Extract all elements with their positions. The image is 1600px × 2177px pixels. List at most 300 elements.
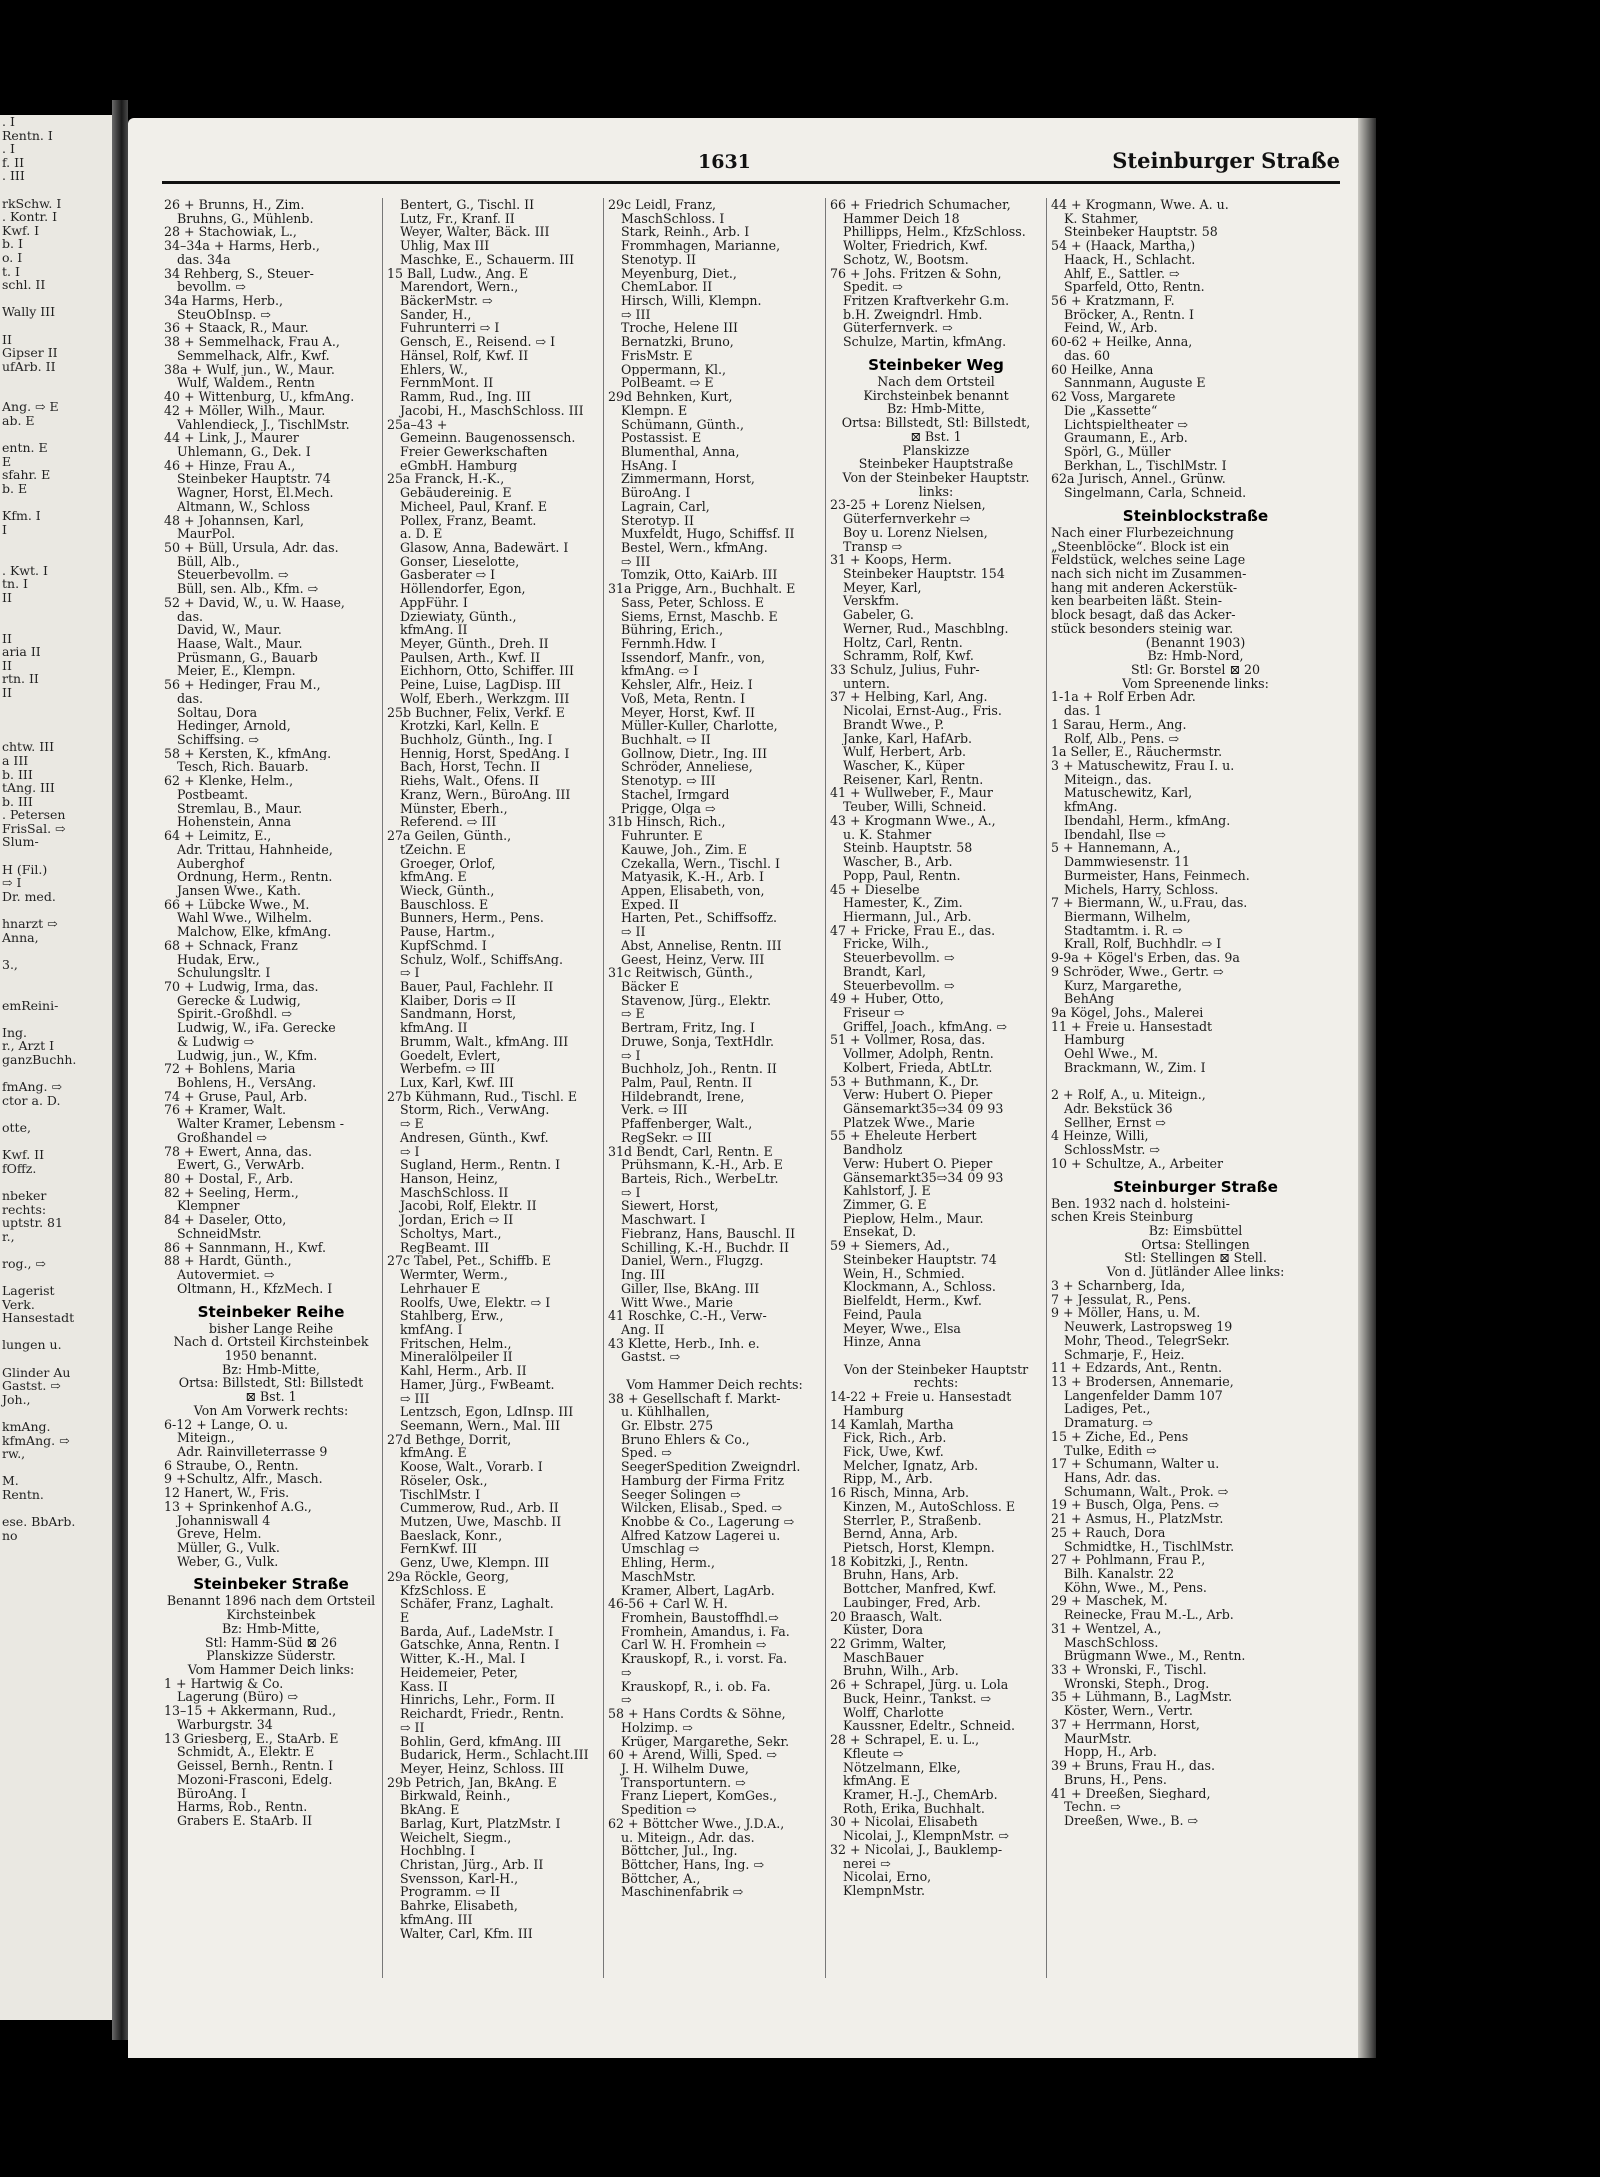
entry-continuation: Platzek Wwe., Marie: [843, 1115, 975, 1130]
fragment-line: [0, 183, 112, 197]
entry-continuation: Geest, Heinz, Verw. III: [621, 952, 765, 967]
fragment-line: . Petersen: [2, 807, 66, 823]
entry-continuation: Klempn. E: [621, 403, 688, 418]
entry-continuation: Haack, H., Schlacht.: [1064, 252, 1196, 267]
fragment-line: [0, 1107, 112, 1121]
entry-continuation: Postassist. E: [621, 431, 702, 445]
fragment-line: rtn. II: [2, 671, 39, 687]
entry-continuation: Hinrichs, Lehr., Form. II: [400, 1693, 555, 1708]
entry-continuation: Daniel, Wern., Flugzg.: [621, 1254, 764, 1269]
fragment-line: [0, 1270, 112, 1284]
address-entry: hang mit anderen Ackerstük-: [1051, 580, 1238, 595]
entry-continuation: Franz Liepert, KomGes.,: [621, 1789, 778, 1804]
entry-continuation: Stark, Reinh., Arb. I: [621, 225, 750, 240]
fragment-line: [0, 319, 112, 333]
entry-continuation: Haase, Walt., Maur.: [177, 637, 303, 651]
entry-continuation: Meyer, Wwe., Elsa: [843, 1321, 961, 1336]
entry-continuation: Brügmann Wwe., M., Rentn.: [1064, 1649, 1246, 1664]
entry-continuation: Pietsch, Horst, Klempn.: [843, 1541, 995, 1555]
street-note: bisher Lange Reihe: [208, 1321, 334, 1336]
address-entry: 5 + Hannemann, A.,: [1051, 841, 1181, 856]
entry-continuation: Hennig, Horst, SpedAng. I: [400, 746, 570, 761]
entry-continuation: Reichardt, Friedr., Rentn.: [400, 1707, 564, 1721]
fragment-line: FrisSal. ⇨: [2, 820, 66, 836]
entry-continuation: Bruhn, Wilh., Arb.: [843, 1664, 959, 1679]
entry-continuation: Verw: Hubert O. Pieper: [843, 1088, 993, 1102]
fragment-line: b. I: [2, 236, 23, 252]
entry-continuation: Ahlf, E., Sattler. ⇨: [1064, 266, 1180, 281]
street-note: Vom Hammer Deich rechts:: [626, 1377, 803, 1392]
entry-continuation: Hildebrandt, Irene,: [621, 1089, 745, 1104]
address-entry: 72 + Bohlens, Maria: [164, 1062, 296, 1076]
entry-continuation: Klaiber, Doris ⇨ II: [400, 993, 516, 1008]
entry-continuation: BehAng: [1064, 992, 1115, 1006]
address-entry: 76 + Johs. Fritzen & Sohn,: [830, 266, 1002, 281]
entry-continuation: Schulungsltr. I: [177, 966, 271, 980]
entry-continuation: Scholtys, Mart.,: [400, 1226, 502, 1241]
entry-continuation: Witter, K.-H., Mal. I: [400, 1652, 526, 1666]
entry-continuation: Brackmann, W., Zim. I: [1064, 1060, 1206, 1075]
entry-continuation: Techn. ⇨: [1064, 1800, 1121, 1814]
entry-continuation: Köster, Wern., Vertr.: [1064, 1704, 1193, 1718]
entry-continuation: Schilling, K.-H., Buchdr. II: [621, 1240, 789, 1255]
fragment-line: r.,: [2, 1228, 15, 1244]
entry-continuation: Wulf, Herbert, Arb.: [843, 745, 967, 760]
fragment-line: [0, 550, 112, 564]
entry-continuation: J. H. Wilhelm Duwe,: [621, 1761, 749, 1776]
entry-continuation: Ehling, Herm.,: [621, 1556, 715, 1570]
entry-continuation: Schümann, Günth.,: [621, 417, 745, 432]
fragment-line: [0, 849, 112, 863]
entry-continuation: Kaussner, Edeltr., Schneid.: [843, 1719, 1016, 1734]
address-entry: 17 + Schumann, Walter u.: [1051, 1457, 1220, 1471]
entry-continuation: Röseler, Osk.,: [400, 1473, 488, 1488]
fragment-line: b. III: [2, 793, 33, 809]
entry-continuation: Höllendorfer, Egon,: [400, 582, 526, 596]
fragment-line: sfahr. E: [2, 467, 51, 483]
address-entry: stück besonders steinig war.: [1051, 621, 1234, 636]
entry-continuation: Buck, Heinr., Tankst. ⇨: [843, 1691, 992, 1706]
entry-continuation: Muxfeldt, Hugo, Schiffsf. II: [621, 527, 795, 541]
entry-continuation: Kurz, Margarethe,: [1064, 978, 1182, 993]
entry-continuation: Walter Kramer, Lebensm -: [177, 1117, 345, 1131]
address-entry: 9 +Schultz, Alfr., Masch.: [164, 1472, 323, 1487]
entry-continuation: Bach, Horst, Techn. II: [400, 760, 541, 775]
entry-continuation: Meyer, Horst, Kwf. II: [621, 705, 756, 720]
entry-continuation: Peine, Luise, LagDisp. III: [400, 678, 561, 692]
entry-continuation: Sterrler, P., Straßenb.: [843, 1513, 982, 1528]
entry-continuation: RegSekr. ⇨ III: [621, 1130, 712, 1145]
address-entry: 84 + Daseler, Otto,: [164, 1213, 287, 1227]
entry-continuation: Paulsen, Arth., Kwf. II: [400, 650, 541, 665]
entry-continuation: Wilcken, Elisab., Sped. ⇨: [621, 1501, 783, 1515]
address-entry: 38a + Wulf, jun., W., Maur.: [164, 362, 335, 377]
fragment-line: hnarzt ⇨: [2, 916, 58, 932]
entry-continuation: Hamburg: [843, 1403, 904, 1418]
fragment-line: entn. E: [2, 440, 48, 456]
entry-continuation: untern.: [843, 676, 890, 691]
fragment-line: II: [2, 684, 12, 700]
entry-continuation: Boy u. Lorenz Nielsen,: [843, 525, 988, 540]
entry-continuation: Transp ⇨: [843, 539, 903, 554]
entry-continuation: Bestel, Wern., kfmAng.: [621, 540, 768, 555]
fragment-line: [0, 496, 112, 510]
fragment-line: I: [2, 521, 7, 537]
entry-continuation: ⇨: [621, 1665, 632, 1680]
entry-continuation: Wronski, Steph., Drog.: [1064, 1676, 1210, 1691]
entry-continuation: Oehl Wwe., M.: [1064, 1047, 1159, 1061]
entry-continuation: Groeger, Orlof,: [400, 856, 496, 871]
entry-continuation: das. 60: [1064, 348, 1111, 363]
address-entry: 38 + Semmelhack, Frau A.,: [164, 335, 340, 349]
fragment-line: [0, 428, 112, 442]
address-entry: 50 + Büll, Ursula, Adr. das.: [164, 540, 339, 555]
address-entry: 64 + Leimitz, E.,: [164, 829, 272, 843]
entry-continuation: Ludwig, W., iFa. Gerecke: [177, 1021, 336, 1035]
address-entry: 9a Kögel, Johs., Malerei: [1051, 1005, 1204, 1020]
fragment-line: [0, 373, 112, 387]
column-1: [160, 198, 382, 1978]
address-entry: 31d Bendt, Carl, Rentn. E: [608, 1144, 773, 1159]
entry-continuation: Matuschewitz, Karl,: [1064, 786, 1193, 801]
entry-continuation: Ehlers, W.,: [400, 362, 469, 377]
entry-continuation: ⇨ I: [621, 1185, 641, 1200]
entry-continuation: MaschSchloss. II: [400, 1185, 509, 1200]
entry-continuation: Goedelt, Evlert,: [400, 1048, 501, 1063]
entry-continuation: Krauskopf, R., i. vorst. Fa.: [621, 1652, 788, 1666]
entry-continuation: Steinbeker Hauptstr. 154: [843, 566, 1005, 581]
entry-continuation: Wolf, Eberh., Werkzgm. III: [400, 691, 570, 706]
fragment-line: Anna,: [2, 929, 39, 945]
entry-continuation: Adr. Bekstück 36: [1064, 1102, 1173, 1116]
entry-continuation: Matyasik, K.-H., Arb. I: [621, 870, 765, 884]
address-entry: 34a Harms, Herb.,: [164, 294, 283, 308]
entry-continuation: Schumann, Walt., Prok. ⇨: [1064, 1484, 1229, 1499]
entry-continuation: Frommhagen, Marianne,: [621, 239, 781, 253]
entry-continuation: Melcher, Ignatz, Arb.: [843, 1458, 979, 1473]
fragment-line: Gipser II: [2, 345, 58, 361]
entry-continuation: Brumm, Walt., kfmAng. III: [400, 1034, 569, 1049]
fragment-line: [0, 1325, 112, 1339]
entry-continuation: Biermann, Wilhelm,: [1064, 909, 1191, 924]
address-entry: 26 + Schrapel, Jürg. u. Lola: [830, 1678, 1009, 1692]
entry-continuation: RegBeamt. III: [400, 1240, 490, 1255]
entry-continuation: nerei ⇨: [843, 1856, 891, 1871]
fragment-line: [0, 1352, 112, 1366]
address-entry: 34 Rehberg, S., Steuer-: [164, 266, 314, 281]
address-entry: 27b Kühmann, Rud., Tischl. E: [387, 1089, 578, 1104]
fragment-line: [0, 700, 112, 714]
entry-continuation: Bertram, Fritz, Ing. I: [621, 1021, 755, 1035]
column-2: [382, 198, 603, 1978]
address-entry: 68 + Schnack, Franz: [164, 938, 298, 953]
address-entry: 13 + Sprinkenhof A.G.,: [164, 1499, 312, 1514]
address-entry: 41 Roschke, C.-H., Verw-: [608, 1309, 767, 1323]
entry-continuation: Schröder, Anneliese,: [621, 760, 753, 775]
entry-continuation: MaurPol.: [177, 527, 236, 541]
entry-continuation: Langenfelder Damm 107: [1064, 1388, 1223, 1403]
address-entry: 1 Sarau, Herm., Ang.: [1051, 717, 1187, 732]
entry-continuation: Dammwiesenstr. 11: [1064, 855, 1190, 869]
address-entry: 4 Heinze, Willi,: [1051, 1129, 1149, 1144]
address-entry: 58 + Hans Cordts & Söhne,: [608, 1707, 786, 1721]
entry-continuation: Bielfeldt, Herm., Kwf.: [843, 1294, 982, 1308]
entry-continuation: Tulke, Edith ⇨: [1064, 1443, 1157, 1458]
entry-continuation: Berkhan, L., TischlMstr. I: [1064, 458, 1227, 473]
fragment-line: [0, 971, 112, 985]
entry-continuation: Alfred Katzow Lagerei u.: [621, 1528, 781, 1543]
address-entry: 28 + Schrapel, E. u. L.,: [830, 1733, 980, 1747]
fragment-line: Ang. ⇨ E: [2, 399, 59, 415]
fragment-line: ctor a. D.: [2, 1092, 61, 1108]
address-entry: 13 + Brodersen, Annemarie,: [1051, 1374, 1234, 1389]
entry-continuation: Holtz, Carl, Rentn.: [843, 635, 963, 650]
entry-continuation: Gr. Elbstr. 275: [621, 1418, 714, 1433]
address-entry: 11 + Edzards, Ant., Rentn.: [1051, 1361, 1223, 1375]
fragment-line: otte,: [2, 1119, 31, 1135]
entry-continuation: Fernmh.Hdw. I: [621, 637, 716, 651]
entry-continuation: AppFühr. I: [400, 595, 468, 610]
entry-continuation: Fricke, Wilh.,: [843, 937, 929, 952]
entry-continuation: Fiebranz, Hans, Bauschl. II: [621, 1226, 796, 1241]
fragment-line: Kwf. II: [2, 1147, 45, 1163]
entry-continuation: Bunners, Herm., Pens.: [400, 911, 544, 926]
entry-continuation: MaschSchloss.: [1064, 1635, 1159, 1650]
entry-continuation: Wein, H., Schmied.: [843, 1266, 965, 1281]
entry-continuation: SteuObInsp. ⇨: [177, 307, 271, 322]
entry-continuation: Tesch, Rich. Bauarb.: [177, 760, 309, 775]
entry-continuation: u. K. Stahmer: [843, 827, 932, 842]
entry-continuation: Dziewiaty, Günth.,: [400, 609, 517, 624]
entry-continuation: Buchhalt. ⇨ II: [621, 733, 711, 747]
address-entry: 30 + Nicolai, Elisabeth: [830, 1815, 978, 1830]
entry-continuation: Stahlberg, Erw.,: [400, 1309, 504, 1323]
entry-continuation: Adr. Rainvilleterrasse 9: [177, 1444, 328, 1459]
street-note: Von der Steinbeker Hauptstr.: [842, 470, 1030, 485]
entry-continuation: Wagner, Horst, El.Mech.: [177, 486, 334, 500]
entry-continuation: Reisener, Karl, Rentn.: [843, 772, 984, 787]
entry-continuation: Miteign., das.: [1064, 772, 1152, 787]
street-note: Bz: Hmb-Nord,: [1147, 649, 1244, 663]
entry-continuation: Ripp, M., Arb.: [843, 1472, 933, 1487]
entry-continuation: Weyer, Walter, Bäck. III: [400, 225, 550, 240]
entry-continuation: Bentert, G., Tischl. II: [400, 198, 535, 212]
entry-continuation: ⇨ E: [400, 1117, 424, 1131]
entry-continuation: Warburgstr. 34: [177, 1717, 273, 1732]
page-edge-shadow: [1358, 118, 1376, 2058]
fragment-line: b. E: [2, 481, 28, 497]
entry-continuation: Spedition ⇨: [621, 1803, 697, 1817]
entry-continuation: Klockmann, A., Schloss.: [843, 1280, 996, 1295]
entry-continuation: Kolbert, Frieda, AbtLtr.: [843, 1060, 993, 1075]
entry-continuation: Dramaturg. ⇨: [1064, 1416, 1153, 1430]
fragment-line: ⇨ I: [2, 875, 22, 891]
entry-continuation: Schmidt, A., Elektr. E: [177, 1745, 315, 1760]
fragment-line: . Kontr. I: [2, 209, 58, 225]
book-gutter: [112, 100, 128, 2040]
address-entry: Feldstück, welches seine Lage: [1051, 553, 1246, 567]
entry-continuation: Greve, Helm.: [177, 1527, 262, 1541]
column-3: [603, 198, 825, 1978]
page-header: [128, 118, 1358, 188]
entry-continuation: Brandt, Karl,: [843, 964, 926, 979]
fragment-line: [0, 713, 112, 727]
street-note: Bz: Hmb-Mitte,: [222, 1621, 320, 1636]
address-entry: 37 + Herrmann, Horst,: [1051, 1717, 1200, 1732]
entry-continuation: Issendorf, Manfr., von,: [621, 650, 765, 665]
entry-continuation: Klempner: [177, 1199, 240, 1214]
entry-continuation: tZeichn. E: [400, 842, 466, 857]
street-note: Ortsa: Billstedt, Stl: Billstedt,: [841, 416, 1031, 430]
fragment-line: schl. II: [2, 277, 46, 293]
entry-continuation: Kranz, Wern., BüroAng. III: [400, 787, 571, 802]
address-entry: 40 + Wittenburg, U., kfmAng.: [164, 390, 355, 404]
entry-continuation: kfmAng. II: [400, 623, 468, 637]
entry-continuation: Baeslack, Konr.,: [400, 1528, 503, 1543]
entry-continuation: Roolfs, Uwe, Elektr. ⇨ I: [400, 1295, 551, 1310]
address-entry: 42 + Möller, Wilh., Maur.: [164, 403, 326, 418]
entry-continuation: Christan, Jürg., Arb. II: [400, 1857, 544, 1872]
entry-continuation: Bäcker E: [621, 979, 680, 994]
entry-continuation: Die „Kassette“: [1064, 403, 1158, 418]
address-entry: 59 + Siemers, Ad.,: [830, 1239, 950, 1253]
entry-continuation: Koose, Walt., Vorarb. I: [400, 1460, 543, 1474]
entry-continuation: Sander, H.,: [400, 307, 472, 322]
fragment-line: [0, 1067, 112, 1081]
entry-continuation: ⇨ E: [621, 1007, 645, 1022]
entry-continuation: Witt Wwe., Marie: [621, 1295, 733, 1310]
fragment-line: E: [2, 453, 12, 469]
entry-continuation: Auberghof: [177, 856, 245, 871]
entry-continuation: Barteis, Rich., WerbeLtr.: [621, 1172, 779, 1186]
address-entry: 23-25 + Lorenz Nielsen,: [830, 498, 986, 513]
entry-continuation: Semmelhack, Alfr., Kwf.: [177, 348, 330, 363]
column-5: [1046, 198, 1344, 1978]
address-entry: Nach einer Flurbezeichnung: [1051, 525, 1234, 540]
entry-continuation: Gänsemarkt35⇨34 09 93: [843, 1170, 1004, 1185]
entry-continuation: Ewert, G., VerwArb.: [177, 1158, 305, 1173]
entry-continuation: Meyer, Karl,: [843, 580, 922, 595]
street-heading: Steinbeker Straße: [193, 1575, 349, 1594]
entry-continuation: ⇨ II: [621, 925, 646, 939]
address-entry: 9 Schröder, Wwe., Gertr. ⇨: [1051, 964, 1224, 979]
address-entry: 36 + Staack, R., Maur.: [164, 321, 309, 336]
fragment-line: II: [2, 657, 12, 673]
address-entry: 3 + Scharnberg, Ida,: [1051, 1278, 1186, 1293]
entry-continuation: kfmAng. E: [400, 870, 467, 884]
entry-continuation: ⇨ II: [400, 1720, 425, 1735]
address-entry: 3 + Matuschewitz, Frau I. u.: [1051, 759, 1235, 773]
entry-continuation: Neuwerk, Lastropsweg 19: [1064, 1320, 1233, 1334]
entry-continuation: Gänsemarkt35⇨34 09 93: [843, 1102, 1004, 1116]
address-entry: 43 + Krogmann Wwe., A.,: [830, 813, 996, 828]
entry-continuation: Oppermann, Kl.,: [621, 362, 727, 377]
entry-continuation: Nötzelmann, Elke,: [843, 1760, 961, 1775]
entry-continuation: Siewert, Horst,: [621, 1199, 719, 1214]
entry-continuation: Seeger Solingen ⇨: [621, 1487, 741, 1502]
entry-continuation: Schiffsing. ⇨: [177, 733, 259, 747]
street-note: Von der Steinbeker Hauptstr: [843, 1362, 1029, 1377]
entry-continuation: Krüger, Margarethe, Sekr.: [621, 1734, 790, 1749]
address-entry: 49 + Huber, Otto,: [830, 992, 944, 1006]
entry-continuation: kfmAng. E: [843, 1774, 910, 1788]
fragment-line: [0, 604, 112, 618]
directory-page: [128, 118, 1358, 2058]
entry-continuation: Hamburg: [1064, 1033, 1125, 1048]
entry-continuation: Ang. II: [621, 1322, 665, 1337]
entry-continuation: Sass, Peter, Schloss. E: [621, 595, 765, 610]
address-entry: block besagt, daß das Acker-: [1051, 608, 1236, 622]
fragment-line: Glinder Au: [2, 1364, 71, 1380]
entry-continuation: Phillipps, Helm., KfzSchloss.: [843, 225, 1026, 240]
fragment-line: Wally III: [2, 304, 56, 320]
entry-continuation: Kfleute ⇨: [843, 1746, 904, 1761]
fragment-line: aria II: [2, 644, 41, 660]
entry-continuation: Sterotyp. II: [621, 513, 694, 528]
entry-continuation: Bottcher, Manfred, Kwf.: [843, 1582, 997, 1596]
fragment-line: [0, 1461, 112, 1475]
entry-continuation: Meyer, Günth., Dreh. II: [400, 637, 549, 651]
entry-continuation: Barda, Auf., LadeMstr. I: [400, 1624, 554, 1639]
address-entry: 31b Hinsch, Rich.,: [608, 815, 726, 830]
entry-continuation: Meier, E., Klempn.: [177, 664, 296, 679]
entry-continuation: Hirsch, Willi, Klempn.: [621, 294, 762, 308]
address-entry: 9 + Möller, Hans, u. M.: [1051, 1306, 1201, 1321]
entry-continuation: das. 1: [1064, 704, 1103, 718]
address-entry: 1a Seller, E., Räuchermstr.: [1051, 745, 1223, 760]
fragment-line: [0, 1243, 112, 1257]
address-entry: nach sich nicht im Zusammen-: [1051, 566, 1247, 581]
address-entry: 19 + Busch, Olga, Pens. ⇨: [1051, 1498, 1220, 1513]
entry-continuation: Lux, Karl, Kwf. III: [400, 1076, 514, 1090]
fragment-line: [0, 618, 112, 632]
fragment-line: kmAng.: [2, 1419, 51, 1434]
address-entry: 13 Griesberg, E., StaArb. E: [164, 1731, 339, 1746]
entry-continuation: Michels, Harry, Schloss.: [1064, 882, 1219, 897]
street-note: ⊠ Bst. 1: [245, 1390, 297, 1404]
fragment-line: . Kwt. I: [2, 562, 48, 578]
street-note: (Benannt 1903): [1145, 635, 1246, 650]
entry-continuation: Walter, Carl, Kfm. III: [400, 1926, 533, 1941]
fragment-line: . I: [2, 141, 15, 157]
fragment-line: Dr. med.: [2, 888, 56, 904]
address-entry: 46-56 + Carl W. H.: [608, 1597, 728, 1612]
address-entry: 35 + Lühmann, B., LagMstr.: [1051, 1690, 1233, 1705]
entry-continuation: Wahl Wwe., Wilhelm.: [177, 911, 313, 926]
entry-continuation: Schulz, Wolf., SchiffsAng.: [400, 952, 563, 967]
entry-continuation: Bauschloss. E: [400, 897, 489, 912]
entry-continuation: Bilh. Kanalstr. 22: [1064, 1567, 1175, 1581]
entry-continuation: ⇨ III: [621, 307, 651, 322]
entry-continuation: Programm. ⇨ II: [400, 1885, 501, 1900]
address-entry: 25b Buchner, Felix, Verkf. E: [387, 705, 565, 720]
entry-continuation: Güterfernverkehr ⇨: [843, 512, 971, 526]
entry-continuation: Birkwald, Reinh.,: [400, 1789, 511, 1804]
fragment-line: [0, 985, 112, 999]
entry-continuation: Lehrhauer E: [400, 1281, 481, 1296]
entry-continuation: Schotz, W., Bootsm.: [843, 252, 969, 267]
fragment-line: a III: [2, 752, 29, 768]
entry-continuation: Kramer, H.-J., ChemArb.: [843, 1787, 998, 1802]
fragment-line: Hansestadt: [2, 1310, 75, 1326]
entry-continuation: Bröcker, A., Rentn. I: [1064, 307, 1194, 322]
address-entry: 15 Ball, Ludw., Ang. E: [387, 266, 529, 281]
entry-continuation: Mozoni-Frasconi, Edelg.: [177, 1772, 333, 1787]
entry-continuation: Andresen, Günth., Kwf.: [400, 1130, 549, 1145]
address-entry: 25a–43 +: [387, 417, 448, 432]
entry-continuation: Gatschke, Anna, Rentn. I: [400, 1638, 560, 1653]
street-heading: Steinbeker Weg: [868, 355, 1004, 374]
